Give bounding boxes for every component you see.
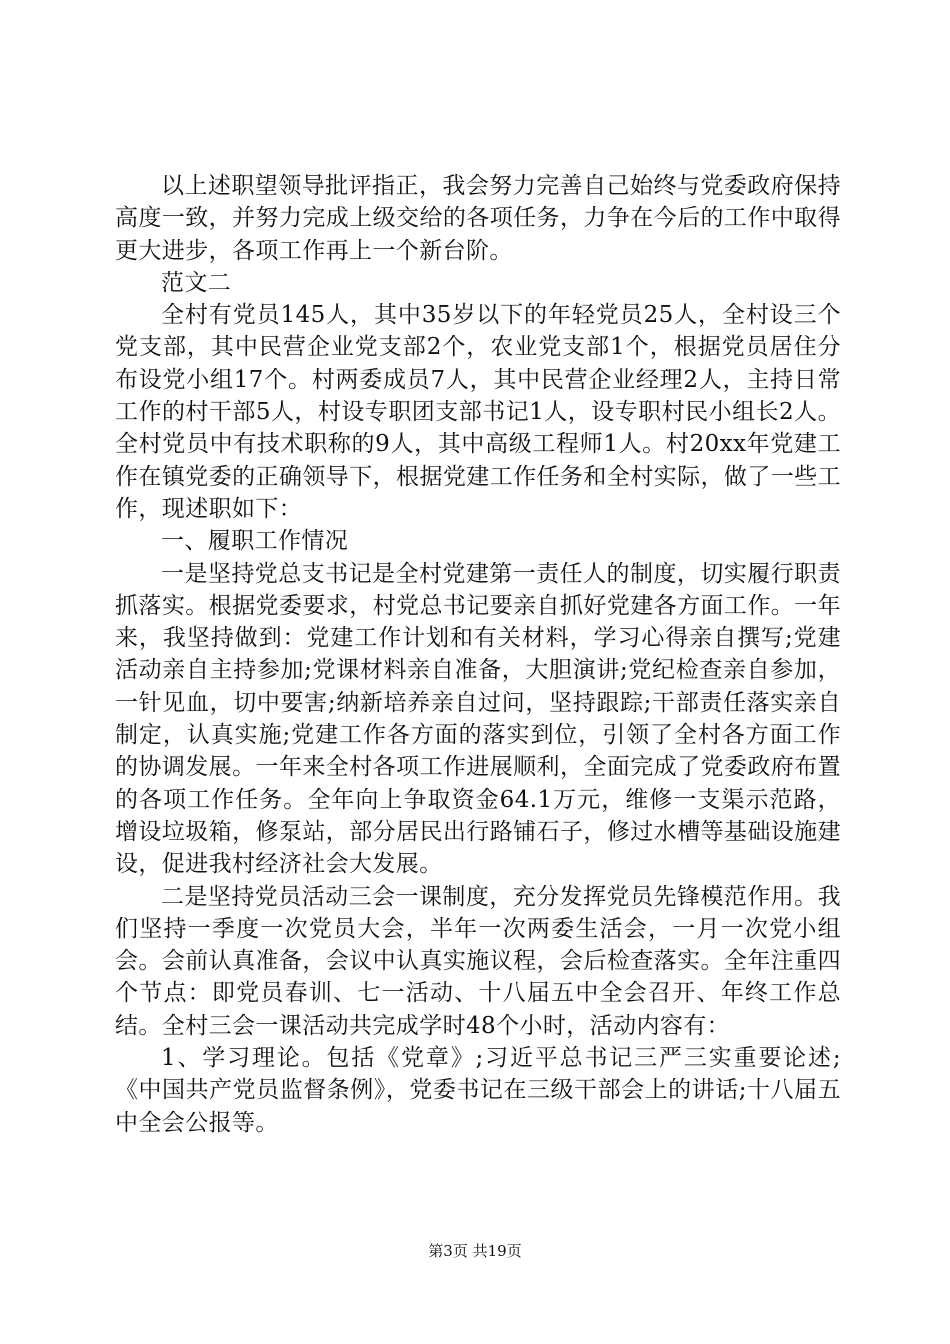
- paragraph-second-point: 二是坚持党员活动三会一课制度，充分发挥党员先锋模范作用。我们坚持一季度一次党员大会，半年一次两委生活会，一月一次党小组会。会前认真准备，会议中认真实施议程，会后检查落实。全年注重四个节点：即党员春训、七一活动、十八届五中全会召开、年终工作总结。全村三会一课活动共完成学时48个小时，活动内容有：: [115, 883, 841, 1039]
- paragraph-closing-remarks: 以上述职望领导批评指正，我会努力完善自己始终与党委政府保持高度一致，并努力完成上级交给的各项任务，力争在今后的工作中取得更大进步，各项工作再上一个新台阶。: [115, 173, 841, 264]
- section-heading-sample-two: 范文二: [161, 269, 232, 296]
- section-heading-duty-performance: 一、履职工作情况: [161, 528, 349, 555]
- paragraph-study-theory: 1、学习理论。包括《党章》;习近平总书记三严三实重要论述;《中国共产党员监督条例》，党委书记在三级干部会上的讲话;十八届五中全会公报等。: [115, 1045, 841, 1136]
- page-number-footer: 第3页 共19页: [428, 1242, 522, 1260]
- document-body: [115, 170, 841, 1139]
- paragraph-first-point: 一是坚持党总支书记是全村党建第一责任人的制度，切实履行职责抓落实。根据党委要求，村党总书记要亲自抓好党建各方面工作。一年来，我坚持做到：党建工作计划和有关材料，学习心得亲自撰写;党建活动亲自主持参加;党课材料亲自准备，大胆演讲;党纪检查亲自参加，一针见血，切中要害;纳新培养亲自过问，坚持跟踪;干部责任落实亲自制定，认真实施;党建工作各方面的落实到位，引领了全村各方面工作的协调发展。一年来全村各项工作进展顺利，全面完成了党委政府布置的各项工作任务。全年向上争取资金64.1万元，维修一支渠示范路，增设垃圾箱，修泵站，部分居民出行路铺石子，修过水槽等基础设施建设，促进我村经济社会大发展。: [115, 560, 841, 878]
- paragraph-village-overview: 全村有党员145人，其中35岁以下的年轻党员25人，全村设三个党支部，其中民营企业党支部2个，农业党支部1个，根据党员居住分布设党小组17个。村两委成员7人，其中民营企业经理2人，主持日常工作的村干部5人，村设专职团支部书记1人，设专职村民小组长2人。全村党员中有技术职称的9人，其中高级工程师1人。村20xx年党建工作在镇党委的正确领导下，根据党建工作任务和全村实际，做了一些工作，现述职如下：: [115, 302, 841, 522]
